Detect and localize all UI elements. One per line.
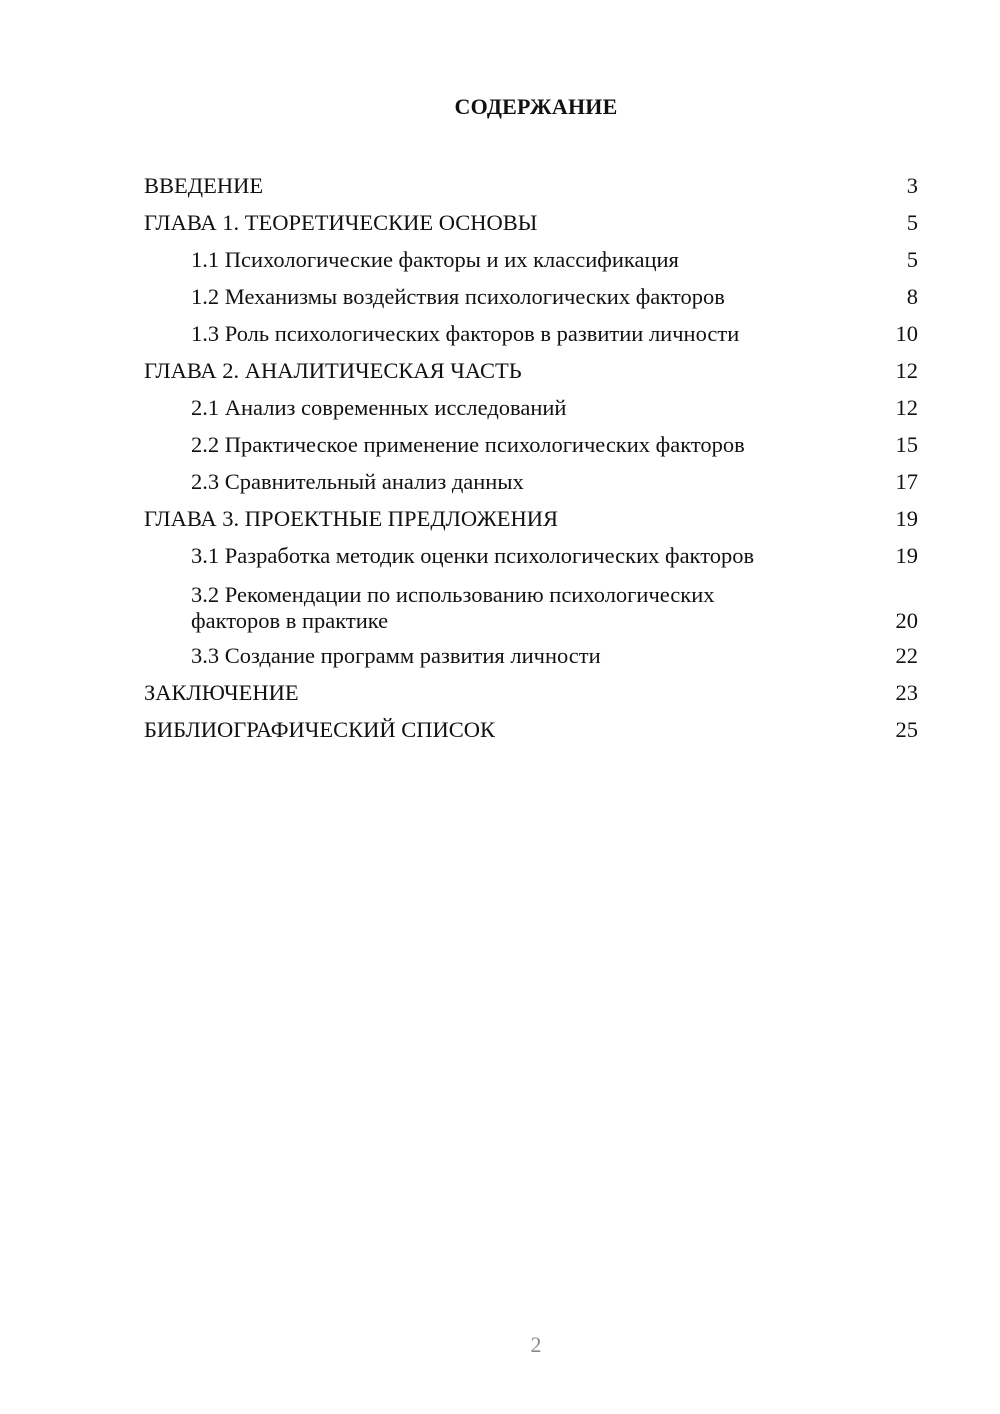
toc-entry-label: ЗАКЛЮЧЕНИЕ — [144, 680, 299, 705]
toc-entry-page: 22 — [895, 643, 918, 668]
toc-entry-label: ВВЕДЕНИЕ — [144, 173, 264, 198]
toc-entry-page: 15 — [895, 432, 918, 457]
toc-entry-label: 3.1 Разработка методик оценки психологических факторов — [191, 543, 755, 568]
toc-entry-label: 1.2 Механизмы воздействия психологических факторов — [191, 284, 725, 309]
toc-entry-page: 12 — [895, 358, 918, 383]
toc-entry-section-1-3[interactable] — [144, 315, 918, 352]
toc-entry-page: 5 — [906, 210, 918, 235]
toc-entry-section-2-2[interactable] — [144, 426, 918, 463]
toc-entry-page: 3 — [906, 173, 918, 198]
toc-entry-label: 2.2 Практическое применение психологических факторов — [191, 432, 745, 457]
toc-entry-section-3-2[interactable] — [144, 574, 918, 637]
toc-entry-page: 8 — [906, 284, 918, 309]
toc-entry-page: 25 — [895, 717, 918, 742]
toc-entry-label: 1.1 Психологические факторы и их классификация — [191, 247, 679, 272]
toc-entry-page: 5 — [906, 247, 918, 272]
toc-entry-page: 17 — [895, 469, 918, 494]
toc-entry-page: 10 — [895, 321, 918, 346]
toc-entry-chapter-1[interactable] — [144, 204, 918, 241]
toc-entry-label: 1.3 Роль психологических факторов в развитии личности — [191, 321, 740, 346]
page-title: СОДЕРЖАНИЕ — [454, 94, 618, 119]
toc-entry-section-1-2[interactable] — [144, 278, 918, 315]
page-number: 2 — [530, 1332, 542, 1357]
toc-entry-chapter-2[interactable] — [144, 352, 918, 389]
table-of-contents — [144, 167, 918, 748]
toc-entry-section-3-1[interactable] — [144, 537, 918, 574]
toc-entry-bibliography[interactable] — [144, 711, 918, 748]
toc-entry-section-2-3[interactable] — [144, 463, 918, 500]
toc-entry-page: 19 — [895, 543, 918, 568]
toc-entry-label: 2.1 Анализ современных исследований — [191, 395, 567, 420]
toc-entry-label: ГЛАВА 2. АНАЛИТИЧЕСКАЯ ЧАСТЬ — [144, 358, 522, 383]
toc-entry-conclusion[interactable] — [144, 674, 918, 711]
toc-entry-page: 20 — [895, 608, 918, 633]
toc-entry-section-3-3[interactable] — [144, 637, 918, 674]
toc-entry-label: 3.3 Создание программ развития личности — [191, 643, 601, 668]
toc-entry-label: ГЛАВА 3. ПРОЕКТНЫЕ ПРЕДЛОЖЕНИЯ — [144, 506, 559, 531]
toc-entry-section-2-1[interactable] — [144, 389, 918, 426]
toc-entry-introduction[interactable] — [144, 167, 918, 204]
toc-entry-label: ГЛАВА 1. ТЕОРЕТИЧЕСКИЕ ОСНОВЫ — [144, 210, 538, 235]
toc-entry-label: БИБЛИОГРАФИЧЕСКИЙ СПИСОК — [144, 717, 496, 742]
toc-entry-label: 3.2 Рекомендации по использованию психологических факторов в практике — [191, 582, 715, 633]
toc-entry-page: 23 — [895, 680, 918, 705]
toc-entry-page: 12 — [895, 395, 918, 420]
toc-entry-label: 2.3 Сравнительный анализ данных — [191, 469, 524, 494]
toc-entry-section-1-1[interactable] — [144, 241, 918, 278]
toc-entry-page: 19 — [895, 506, 918, 531]
toc-entry-chapter-3[interactable] — [144, 500, 918, 537]
